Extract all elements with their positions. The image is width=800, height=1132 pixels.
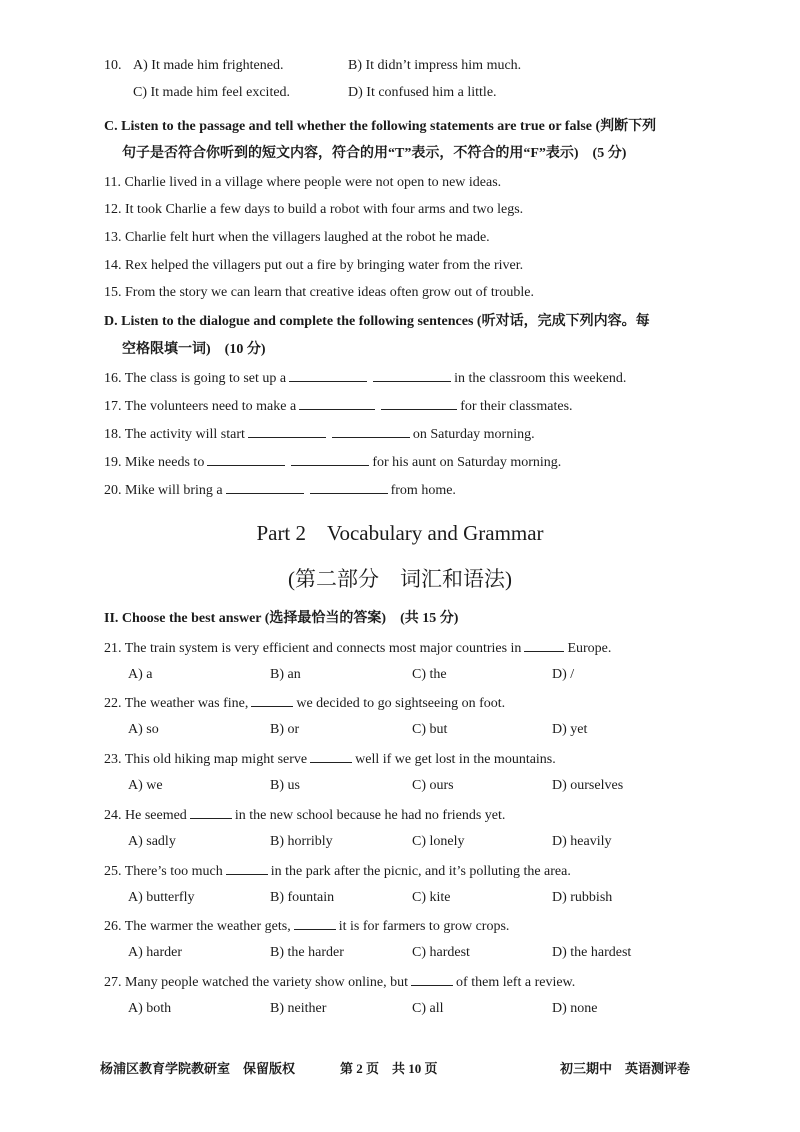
mc-option[interactable]: D) none xyxy=(552,1001,598,1016)
section-c-item: 12. It took Charlie a few days to build a robot with four arms and two legs. xyxy=(104,202,524,217)
mc-question: 26. The warmer the weather gets, it is for farmers to grow crops. xyxy=(104,916,509,936)
mc-question: 23. This old hiking map might serve well if we get lost in the mountains. xyxy=(104,749,556,769)
mc-option[interactable]: A) harder xyxy=(128,945,183,960)
section-d-heading-line2: 空格限填一词) (10 分) xyxy=(122,342,266,357)
answer-blank[interactable] xyxy=(207,452,285,466)
mc-option[interactable]: B) the harder xyxy=(270,945,344,960)
q10-number: 10. xyxy=(104,58,122,73)
mc-option[interactable]: D) heavily xyxy=(552,834,612,849)
answer-blank[interactable] xyxy=(373,368,451,382)
answer-blank[interactable] xyxy=(226,480,304,494)
mc-option[interactable]: A) we xyxy=(128,778,163,793)
mc-option[interactable]: C) hardest xyxy=(412,945,470,960)
mc-question: 25. There’s too much in the park after the picnic, and it’s polluting the area. xyxy=(104,861,571,881)
q10-option-c: C) It made him feel excited. xyxy=(133,85,291,100)
fill-in-item: 19. Mike needs to for his aunt on Saturday morning. xyxy=(104,452,561,472)
mc-question: 27. Many people watched the variety show online, but of them left a review. xyxy=(104,972,575,992)
answer-blank[interactable] xyxy=(299,396,375,410)
answer-blank[interactable] xyxy=(310,749,352,763)
section-c-item: 14. Rex helped the villagers put out a fire by bringing water from the river. xyxy=(104,258,524,273)
mc-option[interactable]: C) lonely xyxy=(412,834,465,849)
answer-blank[interactable] xyxy=(291,452,369,466)
fill-in-item: 18. The activity will start on Saturday morning. xyxy=(104,424,535,444)
mc-option[interactable]: D) rubbish xyxy=(552,890,613,905)
mc-option[interactable]: C) but xyxy=(412,722,448,737)
footer-page-number: 第 2 页 共 10 页 xyxy=(340,1061,438,1076)
section-c-item: 11. Charlie lived in a village where people were not open to new ideas. xyxy=(104,175,502,190)
answer-blank[interactable] xyxy=(190,805,232,819)
answer-blank[interactable] xyxy=(251,693,293,707)
section-c-heading: C. Listen to the passage and tell whether the following statements are true or false (判断下列 xyxy=(104,119,657,134)
mc-option[interactable]: D) the hardest xyxy=(552,945,632,960)
section-c-heading-line2: 句子是否符合你听到的短文内容，符合的用“T”表示，不符合的用“F”表示) (5 分) xyxy=(122,146,627,161)
mc-option[interactable]: B) or xyxy=(270,722,300,737)
mc-option[interactable]: B) neither xyxy=(270,1001,327,1016)
mc-option[interactable]: D) ourselves xyxy=(552,778,624,793)
q10-option-a: A) It made him frightened. xyxy=(133,58,284,73)
mc-question: 21. The train system is very efficient and connects most major countries in Europe. xyxy=(104,638,611,658)
footer-copyright: 杨浦区教育学院教研室 保留版权 xyxy=(100,1061,296,1076)
answer-blank[interactable] xyxy=(248,424,326,438)
mc-option[interactable]: B) an xyxy=(270,667,301,682)
answer-blank[interactable] xyxy=(226,861,268,875)
section-ii-heading: II. Choose the best answer (选择最恰当的答案) (共 15 分) xyxy=(104,611,459,626)
mc-option[interactable]: B) fountain xyxy=(270,890,335,905)
answer-blank[interactable] xyxy=(310,480,388,494)
section-c-item: 13. Charlie felt hurt when the villagers laughed at the robot he made. xyxy=(104,230,490,245)
mc-option[interactable]: A) sadly xyxy=(128,834,176,849)
mc-option[interactable]: B) us xyxy=(270,778,300,793)
mc-question: 24. He seemed in the new school because he had no friends yet. xyxy=(104,805,505,825)
answer-blank[interactable] xyxy=(332,424,410,438)
mc-option[interactable]: B) horribly xyxy=(270,834,333,849)
mc-option[interactable]: A) butterfly xyxy=(128,890,195,905)
mc-option[interactable]: D) / xyxy=(552,667,575,682)
mc-option[interactable]: A) both xyxy=(128,1001,172,1016)
answer-blank[interactable] xyxy=(411,972,453,986)
part2-subtitle: (第二部分 词汇和语法) xyxy=(288,567,512,591)
part2-title: Part 2 Vocabulary and Grammar xyxy=(256,521,544,545)
mc-option[interactable]: A) a xyxy=(128,667,153,682)
fill-in-item: 16. The class is going to set up a in the classroom this weekend. xyxy=(104,368,626,388)
mc-option[interactable]: C) kite xyxy=(412,890,451,905)
mc-option[interactable]: D) yet xyxy=(552,722,588,737)
mc-option[interactable]: A) so xyxy=(128,722,159,737)
mc-option[interactable]: C) ours xyxy=(412,778,454,793)
mc-question: 22. The weather was fine, we decided to go sightseeing on foot. xyxy=(104,693,505,713)
fill-in-item: 20. Mike will bring a from home. xyxy=(104,480,456,500)
section-d-heading: D. Listen to the dialogue and complete the following sentences (听对话，完成下列内容。每 xyxy=(104,314,650,329)
answer-blank[interactable] xyxy=(524,638,564,652)
answer-blank[interactable] xyxy=(381,396,457,410)
fill-in-item: 17. The volunteers need to make a for their classmates. xyxy=(104,396,573,416)
q10-option-b: B) It didn’t impress him much. xyxy=(348,58,522,73)
section-c-item: 15. From the story we can learn that creative ideas often grow out of trouble. xyxy=(104,285,534,300)
answer-blank[interactable] xyxy=(294,916,336,930)
footer-exam-title: 初三期中 英语测评卷 xyxy=(560,1061,691,1076)
q10-option-d: D) It confused him a little. xyxy=(348,85,497,100)
mc-option[interactable]: C) the xyxy=(412,667,447,682)
mc-option[interactable]: C) all xyxy=(412,1001,444,1016)
answer-blank[interactable] xyxy=(289,368,367,382)
